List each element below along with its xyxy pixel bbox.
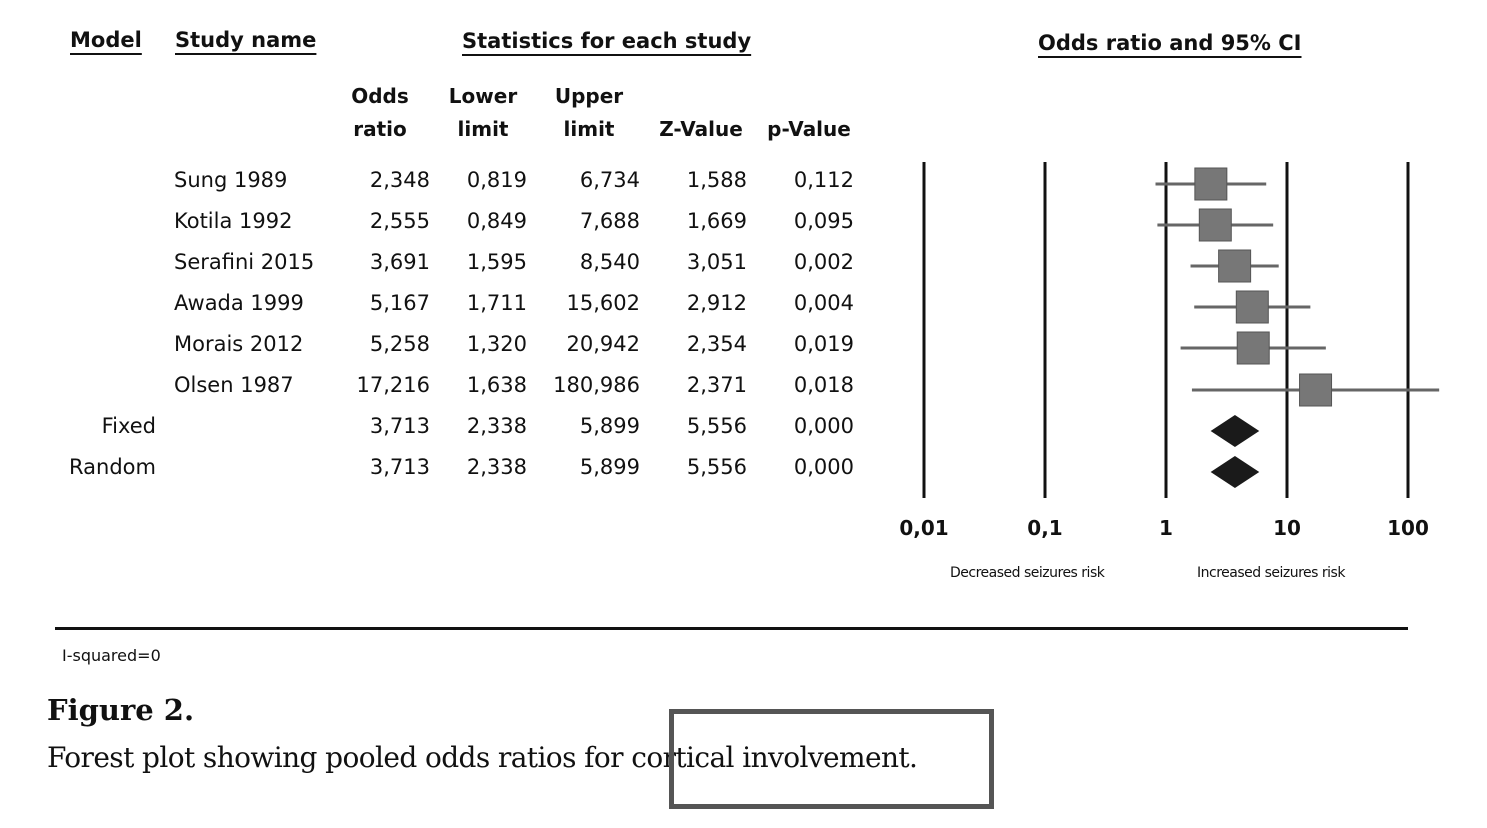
x-tick-label: 10 <box>1273 516 1301 540</box>
col-upper-line2: limit <box>563 117 615 141</box>
cell-z: 1,588 <box>686 168 747 192</box>
study-marker <box>1219 250 1251 282</box>
cell-p: 0,002 <box>793 250 854 274</box>
study-name: Serafini 2015 <box>174 250 315 274</box>
study-name: Morais 2012 <box>174 332 304 356</box>
col-lower-line1: Lower <box>448 84 518 108</box>
increased-risk-label: Increased seizures risk <box>1197 565 1345 581</box>
statistics-header: Statistics for each study <box>462 29 752 53</box>
model-header: Model <box>70 28 142 52</box>
col-odds-ratio-line2: ratio <box>353 117 407 141</box>
x-tick-label: 1 <box>1159 516 1173 540</box>
cell-upper: 20,942 <box>566 332 640 356</box>
study-marker <box>1300 374 1332 406</box>
cell-z: 2,354 <box>686 332 747 356</box>
cell-p: 0,019 <box>793 332 854 356</box>
col-lower-limit-header <box>433 80 533 146</box>
cell-p: 0,000 <box>793 455 854 479</box>
i-squared-note: I-squared=0 <box>62 646 161 665</box>
study-name: Awada 1999 <box>174 291 304 315</box>
caption-text: Forest plot showing pooled odds ratios for <box>47 741 632 774</box>
cell-upper: 5,899 <box>579 414 640 438</box>
study-marker <box>1199 209 1231 241</box>
decreased-risk-label: Decreased seizures risk <box>950 565 1105 581</box>
study-name-header: Study name <box>175 28 317 52</box>
cell-z: 1,669 <box>686 209 747 233</box>
forest-plot <box>880 150 1440 560</box>
forest-plot-header: Odds ratio and 95% CI <box>1038 31 1302 55</box>
col-z-value-header: Z-Value <box>659 117 743 141</box>
pooled-diamond <box>1211 415 1260 447</box>
cell-or: 3,713 <box>369 414 430 438</box>
col-p-value-header: p-Value <box>767 117 851 141</box>
cell-lower: 1,711 <box>466 291 527 315</box>
x-tick-label: 0,1 <box>1027 516 1063 540</box>
caption-highlight-text: cortical involvement. <box>631 741 918 774</box>
col-upper-limit-header <box>539 80 639 146</box>
model-label: Fixed <box>101 414 156 438</box>
cell-z: 5,556 <box>686 414 747 438</box>
cell-lower: 0,849 <box>466 209 527 233</box>
cell-or: 3,691 <box>369 250 430 274</box>
cell-z: 3,051 <box>686 250 747 274</box>
study-marker <box>1237 332 1269 364</box>
cell-p: 0,018 <box>793 373 854 397</box>
col-lower-line2: limit <box>457 117 509 141</box>
cell-z: 2,371 <box>686 373 747 397</box>
cell-p: 0,000 <box>793 414 854 438</box>
cell-or: 3,713 <box>369 455 430 479</box>
cell-lower: 1,320 <box>466 332 527 356</box>
model-label: Random <box>69 455 156 479</box>
cell-p: 0,004 <box>793 291 854 315</box>
cell-lower: 1,638 <box>466 373 527 397</box>
cell-upper: 5,899 <box>579 455 640 479</box>
highlight-box <box>669 709 994 809</box>
divider-rule <box>55 627 1408 630</box>
cell-upper: 6,734 <box>579 168 640 192</box>
cell-upper: 180,986 <box>553 373 640 397</box>
x-tick-label: 100 <box>1387 516 1429 540</box>
pooled-diamond <box>1211 456 1260 488</box>
cell-p: 0,095 <box>793 209 854 233</box>
study-name: Sung 1989 <box>174 168 288 192</box>
cell-or: 5,258 <box>369 332 430 356</box>
cell-z: 5,556 <box>686 455 747 479</box>
cell-lower: 1,595 <box>466 250 527 274</box>
x-tick-label: 0,01 <box>899 516 949 540</box>
cell-lower: 0,819 <box>466 168 527 192</box>
study-marker <box>1195 168 1227 200</box>
col-odds-ratio-line1: Odds <box>351 84 409 108</box>
col-odds-ratio-header <box>330 80 430 146</box>
cell-z: 2,912 <box>686 291 747 315</box>
cell-or: 2,348 <box>369 168 430 192</box>
col-upper-line1: Upper <box>554 84 624 108</box>
cell-upper: 8,540 <box>579 250 640 274</box>
cell-upper: 15,602 <box>566 291 640 315</box>
study-marker <box>1236 291 1268 323</box>
study-name: Olsen 1987 <box>174 373 294 397</box>
cell-or: 17,216 <box>356 373 430 397</box>
cell-lower: 2,338 <box>466 414 527 438</box>
study-name: Kotila 1992 <box>174 209 293 233</box>
figure-title: Figure 2. <box>47 693 195 727</box>
cell-upper: 7,688 <box>579 209 640 233</box>
cell-lower: 2,338 <box>466 455 527 479</box>
cell-or: 2,555 <box>369 209 430 233</box>
cell-or: 5,167 <box>369 291 430 315</box>
cell-p: 0,112 <box>793 168 854 192</box>
